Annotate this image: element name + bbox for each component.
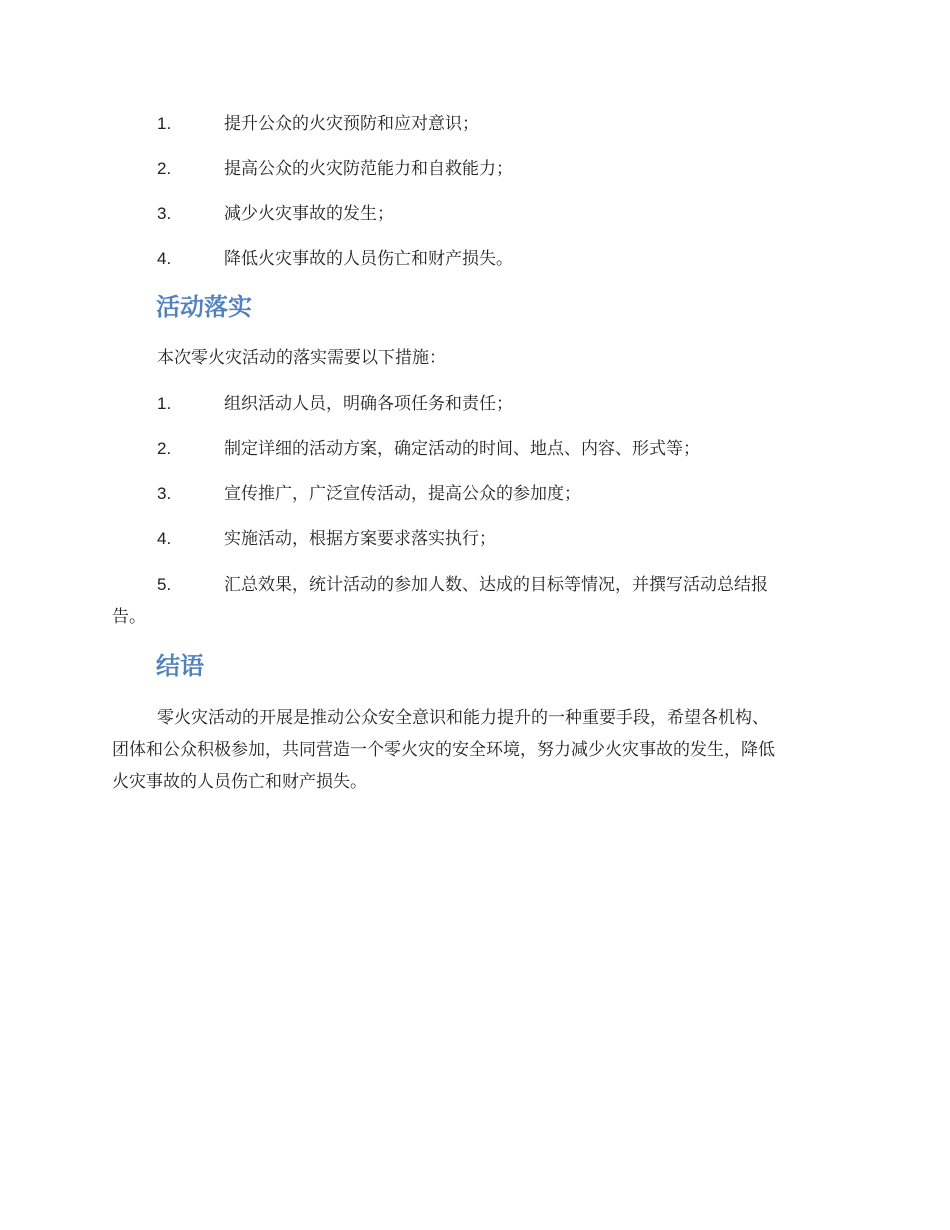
list-item-text: 宣传推广，广泛宣传活动，提高公众的参加度； (224, 484, 581, 504)
list-item-number: 2. (157, 439, 172, 458)
paragraph-line: 零火灾活动的开展是推动公众安全意识和能力提升的一种重要手段，希望各机构、 (157, 708, 769, 728)
list-item-number: 1. (157, 394, 172, 413)
list-item-number: 2. (157, 159, 172, 178)
list-item-number: 4. (157, 529, 172, 548)
list-item-text: 降低火灾事故的人员伤亡和财产损失。 (224, 249, 513, 269)
list-item-number: 1. (157, 114, 172, 133)
section-heading-conclusion: 结语 (156, 652, 204, 680)
list-item-text: 减少火灾事故的发生； (224, 204, 394, 224)
conclusion-paragraph (112, 702, 852, 798)
list-item-text: 提升公众的火灾预防和应对意识； (224, 114, 479, 134)
list-item-text: 提高公众的火灾防范能力和自救能力； (224, 159, 513, 179)
paragraph-line: 团体和公众积极参加，共同营造一个零火灾的安全环境，努力减少火灾事故的发生，降低 (112, 740, 775, 760)
list-item-number: 4. (157, 249, 172, 268)
list-item-text: 组织活动人员，明确各项任务和责任； (224, 394, 513, 414)
list-item-text: 制定详细的活动方案，确定活动的时间、地点、内容、形式等； (224, 439, 700, 459)
paragraph-line: 火灾事故的人员伤亡和财产损失。 (112, 772, 367, 792)
section-heading-implementation: 活动落实 (156, 293, 252, 321)
list-item-text-continuation: 告。 (112, 607, 146, 627)
list-item-number: 3. (157, 484, 172, 503)
list-item-text: 汇总效果，统计活动的参加人数、达成的目标等情况，并撰写活动总结报 (224, 575, 768, 595)
list-item-number: 5. (157, 575, 172, 594)
list-item-number: 3. (157, 204, 172, 223)
implementation-intro: 本次零火灾活动的落实需要以下措施： (157, 348, 446, 368)
list-item-text: 实施活动，根据方案要求落实执行； (224, 529, 496, 549)
